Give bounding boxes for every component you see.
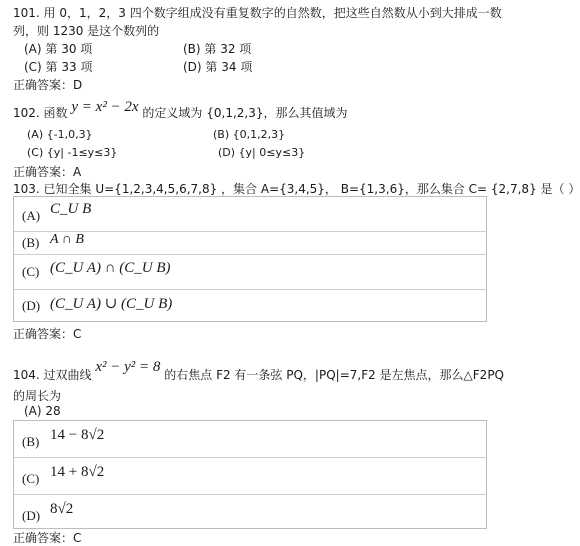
q101-option-d: (D) 第 34 项: [183, 60, 253, 74]
q102-option-b: (B) {0,1,2,3}: [213, 128, 286, 141]
q101-option-b: (B) 第 32 项: [183, 42, 252, 56]
q102-formula: y = x² − 2x: [71, 99, 139, 115]
q104-option-a: (A) 28: [24, 404, 61, 418]
q102-prefix: 102. 函数: [13, 106, 68, 120]
q104-option-row-b: [14, 421, 486, 458]
q103-option-b-label: (B): [22, 235, 40, 250]
q104-option-row-d: [14, 495, 486, 530]
q104-option-c-label: (C): [22, 471, 40, 486]
q103-option-d-label: (D): [22, 298, 41, 313]
q104-option-row-c: [14, 458, 486, 495]
q102-option-c: (C) {y| -1≤y≤3}: [27, 146, 118, 159]
q103-option-d-expr: (C_U A) ∪ (C_U B): [50, 296, 173, 312]
q101-option-c: (C) 第 33 项: [24, 60, 93, 74]
q101-stem-line1: 101. 用 0，1，2，3 四个数字组成没有重复数字的自然数，把这些自然数从小到大排成一数: [13, 6, 502, 20]
q102-option-a: (A) {-1,0,3}: [27, 128, 93, 141]
q103-option-b-expr: A ∩ B: [50, 232, 84, 247]
q104-answer: 正确答案：C: [13, 531, 82, 545]
q103-option-row-b: [14, 232, 486, 255]
q102-stem: [13, 99, 348, 122]
q104-option-d-expr: 8√2: [50, 501, 74, 517]
q104-formula: x² − y² = 8: [95, 359, 161, 375]
q104-prefix: 104. 过双曲线: [13, 368, 92, 382]
q102-answer: 正确答案：A: [13, 165, 82, 179]
q104-option-d-label: (D): [22, 508, 41, 523]
q102-suffix: 的定义域为 {0,1,2,3}，那么其值域为: [142, 106, 348, 120]
q103-option-a-expr: C_U B: [50, 201, 92, 217]
q101-stem-line2: 列，则 1230 是这个数列的: [13, 24, 160, 38]
q103-option-row-a: [14, 197, 486, 232]
q103-option-row-c: [14, 255, 486, 290]
q103-option-c-expr: (C_U A) ∩ (C_U B): [50, 260, 171, 276]
q104-suffix: 的右焦点 F2 有一条弦 PQ，|PQ|=7,F2 是左焦点，那么△F2PQ: [164, 368, 504, 382]
q101-answer: 正确答案：D: [13, 78, 83, 92]
q103-option-a-label: (A): [22, 208, 41, 223]
q104-stem-line1: [13, 359, 504, 384]
q103-answer: 正确答案：C: [13, 327, 82, 341]
q102-option-d: (D) {y| 0≤y≤3}: [218, 146, 306, 159]
q103-option-c-label: (C): [22, 264, 40, 279]
q104-option-b-expr: 14 − 8√2: [50, 427, 105, 443]
q103-stem: 103. 已知全集 U={1,2,3,4,5,6,7,8} ，集合 A={3,4,5}， B={1,3,6}，那么集合 C= {2,7,8} 是（ ）: [13, 182, 580, 196]
q104-option-c-expr: 14 + 8√2: [50, 464, 105, 480]
q103-options-box: [13, 196, 487, 322]
q104-stem-line2: 的周长为: [13, 389, 62, 403]
q103-option-row-d: [14, 290, 486, 322]
q101-option-a: (A) 第 30 项: [24, 42, 93, 56]
q104-option-b-label: (B): [22, 434, 40, 449]
q104-options-box: [13, 420, 487, 529]
